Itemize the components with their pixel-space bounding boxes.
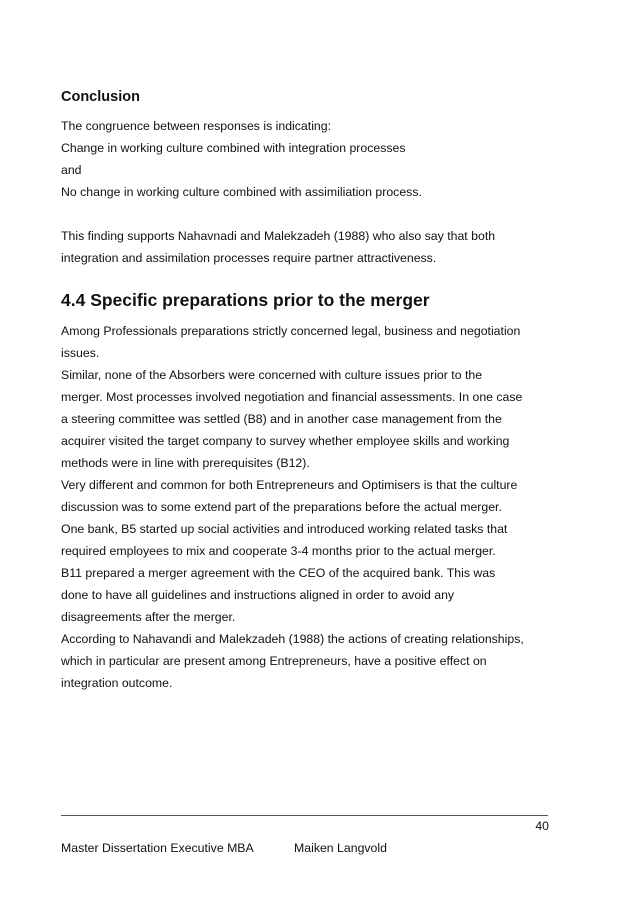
text-line: This finding supports Nahavnadi and Malekzadeh (1988) who also say that both — [61, 229, 496, 243]
text-line: required employees to mix and cooperate 3-4 months prior to the actual merger. — [61, 544, 496, 558]
text-line: issues. — [61, 346, 100, 360]
text-line: integration outcome. — [61, 676, 173, 690]
text-line: integration and assimilation processes require partner attractiveness. — [61, 251, 437, 265]
text-line: and — [61, 163, 82, 177]
text-line: merger. Most processes involved negotiation and financial assessments. In one case — [61, 390, 523, 404]
conclusion-paragraph — [61, 115, 561, 203]
footer — [61, 841, 387, 855]
text-line: acquirer visited the target company to survey whether employee skills and working — [61, 434, 510, 448]
text-line: One bank, B5 started up social activities and introduced working related tasks that — [61, 522, 508, 536]
text-line: discussion was to some extend part of the preparations before the actual merger. — [61, 500, 502, 514]
text-line: methods were in line with prerequisites (B12). — [61, 456, 310, 470]
text-line: a steering committee was settled (B8) and in another case management from the — [61, 412, 502, 426]
text-line: According to Nahavandi and Malekzadeh (1988) the actions of creating relationships, — [61, 632, 524, 646]
text-line: The congruence between responses is indicating: — [61, 119, 332, 133]
footer-document-title: Master Dissertation Executive MBA — [61, 841, 254, 855]
text-line: done to have all guidelines and instructions aligned in order to avoid any — [61, 588, 455, 602]
page-number: 40 — [535, 819, 549, 833]
text-line: which in particular are present among Entrepreneurs, have a positive effect on — [61, 654, 487, 668]
heading-section-4-4: 4.4 Specific preparations prior to the merger — [61, 290, 430, 310]
text-line: B11 prepared a merger agreement with the CEO of the acquired bank. This was — [61, 566, 496, 580]
text-line: disagreements after the merger. — [61, 610, 236, 624]
text-line: Similar, none of the Absorbers were concerned with culture issues prior to the — [61, 368, 483, 382]
section-paragraph — [61, 320, 561, 694]
text-line: Very different and common for both Entrepreneurs and Optimisers is that the culture — [61, 478, 518, 492]
finding-paragraph — [61, 225, 561, 269]
heading-conclusion: Conclusion — [61, 89, 140, 105]
text-line: No change in working culture combined with assimiliation process. — [61, 185, 422, 199]
footer-divider — [61, 815, 548, 816]
text-line: Among Professionals preparations strictly concerned legal, business and negotiation — [61, 324, 521, 338]
footer-author: Maiken Langvold — [294, 841, 387, 855]
text-line: Change in working culture combined with integration processes — [61, 141, 406, 155]
